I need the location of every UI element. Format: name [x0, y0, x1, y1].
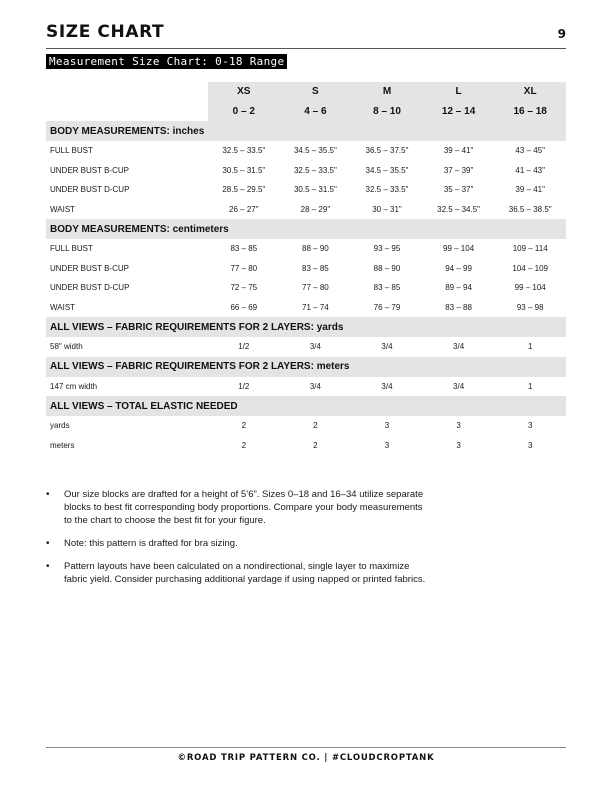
row-label: 147 cm width [50, 381, 98, 391]
measurement-cell: 71 – 74 [302, 302, 329, 312]
row-label: yards [50, 421, 70, 431]
measurement-cell: 3 [384, 440, 390, 450]
measurement-cell: 32.5 – 34.5" [437, 204, 481, 214]
measurement-cell: 94 – 99 [445, 263, 472, 273]
measurement-cell: 83 – 85 [302, 263, 329, 273]
measurement-cell: 3/4 [381, 342, 393, 352]
table-row [46, 337, 566, 357]
section-title: ALL VIEWS – TOTAL ELASTIC NEEDED [46, 396, 566, 416]
size-label: L [423, 82, 495, 102]
measurement-cell: 26 – 27" [229, 204, 259, 214]
row-label: UNDER BUST D-CUP [50, 283, 130, 293]
measurement-cell: 2 [313, 421, 318, 431]
size-label: M [351, 82, 423, 102]
table-row [46, 298, 566, 318]
table-row [46, 239, 566, 259]
measurement-cell: 43 – 45" [515, 146, 545, 156]
measurement-cell: 76 – 79 [373, 302, 401, 312]
measurement-cell: 1 [527, 342, 533, 352]
section-header [46, 317, 566, 337]
measurement-cell: 83 – 88 [445, 302, 472, 312]
measurement-cell: 2 [241, 440, 247, 450]
section-title: ALL VIEWS – FABRIC REQUIREMENTS FOR 2 LAYERS: meters [46, 357, 566, 377]
table-row [46, 377, 566, 397]
row-label: UNDER BUST B-CUP [50, 165, 129, 175]
measurement-cell: 66 – 69 [230, 302, 258, 312]
table-row [46, 161, 566, 181]
section-header [46, 396, 566, 416]
row-label: WAIST [50, 302, 76, 312]
size-label: S [280, 82, 352, 102]
footer-credit: ©ROAD TRIP PATTERN CO. | #CLOUDCROPTANK [177, 753, 435, 763]
note-item [46, 488, 426, 527]
measurement-cell: 36.5 – 38.5" [508, 204, 552, 214]
note-item [46, 537, 426, 550]
row-label: FULL BUST [50, 146, 93, 156]
table-row [46, 141, 566, 161]
measurement-cell: 3 [527, 421, 533, 431]
row-label: FULL BUST [50, 244, 93, 254]
measurement-cell: 3 [456, 440, 461, 450]
measurement-cell: 72 – 75 [230, 283, 258, 293]
size-range: 8 – 10 [351, 102, 423, 122]
table-row [46, 200, 566, 220]
measurement-cell: 104 – 109 [512, 263, 548, 273]
measurement-cell: 83 – 85 [230, 244, 258, 254]
measurement-cell: 3/4 [453, 342, 465, 352]
bullet-icon: • [46, 538, 50, 549]
section-header [46, 219, 566, 239]
table-row [46, 278, 566, 298]
table-row [46, 416, 566, 436]
size-label: XL [494, 82, 566, 102]
measurement-cell: 28.5 – 29.5" [222, 185, 266, 195]
section-header [46, 121, 566, 141]
size-range: 12 – 14 [423, 102, 495, 122]
measurement-cell: 93 – 98 [516, 302, 544, 312]
table-row [46, 180, 566, 200]
measurement-cell: 93 – 95 [373, 244, 401, 254]
measurement-cell: 30 – 31" [372, 204, 402, 214]
measurement-cell: 3/4 [453, 381, 465, 391]
measurement-cell: 28 – 29" [300, 204, 331, 214]
measurement-cell: 3/4 [309, 342, 321, 352]
measurement-cell: 34.5 – 35.5" [293, 146, 337, 156]
measurement-cell: 88 – 90 [373, 263, 401, 273]
measurement-cell: 37 – 39" [443, 165, 474, 175]
size-label: XS [208, 82, 280, 102]
measurement-cell: 99 – 104 [514, 283, 546, 293]
measurement-cell: 3/4 [309, 381, 321, 391]
section-title: BODY MEASUREMENTS: inches [46, 121, 566, 141]
measurement-cell: 2 [241, 421, 247, 431]
section-title: ALL VIEWS – FABRIC REQUIREMENTS FOR 2 LAYERS: yards [46, 317, 566, 337]
measurement-cell: 89 – 94 [445, 283, 472, 293]
table-row [46, 259, 566, 279]
page-number: 9 [557, 27, 566, 41]
measurement-cell: 88 – 90 [302, 244, 329, 254]
row-label: meters [50, 440, 75, 450]
section-header [46, 357, 566, 377]
measurement-cell: 3 [456, 421, 461, 431]
row-label: UNDER BUST D-CUP [50, 185, 130, 195]
note-text: Note: this pattern is drafted for bra sizing. [64, 538, 238, 549]
measurement-cell: 36.5 – 37.5" [365, 146, 409, 156]
section-title: BODY MEASUREMENTS: centimeters [46, 219, 566, 239]
chart-caption: Measurement Size Chart: 0-18 Range [46, 54, 287, 69]
size-range: 16 – 18 [494, 102, 566, 122]
footer-divider [46, 747, 566, 748]
measurement-cell: 2 [313, 440, 318, 450]
measurement-cell: 1/2 [238, 381, 250, 391]
header-spacer [46, 82, 208, 102]
size-range: 0 – 2 [208, 102, 280, 122]
measurement-cell: 39 – 41" [443, 146, 474, 156]
row-label: 58" width [50, 342, 83, 352]
size-header-row [46, 82, 566, 102]
header-spacer [46, 102, 208, 122]
measurement-cell: 32.5 – 33.5" [222, 146, 266, 156]
measurement-cell: 1/2 [238, 342, 250, 352]
range-header-row [46, 102, 566, 122]
measurement-cell: 109 – 114 [512, 244, 548, 254]
measurement-cell: 1 [527, 381, 533, 391]
note-text: Pattern layouts have been calculated on a nondirectional, single layer to maximize fabric yield. Consider purchasing additional yardage if using napped or printed fabrics. [64, 561, 426, 585]
measurement-cell: 32.5 – 33.5" [293, 165, 337, 175]
size-range: 4 – 6 [280, 102, 352, 122]
measurement-cell: 83 – 85 [373, 283, 401, 293]
measurement-cell: 77 – 80 [302, 283, 329, 293]
measurement-cell: 35 – 37" [443, 185, 474, 195]
measurement-cell: 3 [527, 440, 533, 450]
title-divider [46, 48, 566, 49]
measurement-cell: 77 – 80 [230, 263, 258, 273]
measurement-cell: 30.5 – 31.5" [222, 165, 266, 175]
measurement-cell: 39 – 41" [515, 185, 545, 195]
measurement-cell: 34.5 – 35.5" [365, 165, 409, 175]
bullet-icon: • [46, 561, 50, 572]
page-title: SIZE CHART [46, 22, 165, 42]
row-label: WAIST [50, 204, 76, 214]
bullet-icon: • [46, 489, 50, 500]
note-text: Our size blocks are drafted for a height of 5’6”. Sizes 0–18 and 16–34 utilize separate blocks to best fit corresponding body proportions. Compare your body measurements to the chart to choose the best fit for your figure. [64, 489, 424, 526]
note-item [46, 560, 426, 586]
size-chart-table [46, 82, 566, 455]
measurement-cell: 41 – 43" [515, 165, 545, 175]
measurement-cell: 3/4 [381, 381, 393, 391]
measurement-cell: 30.5 – 31.5" [293, 185, 337, 195]
measurement-cell: 32.5 – 33.5" [365, 185, 409, 195]
table-row [46, 436, 566, 456]
measurement-cell: 3 [384, 421, 390, 431]
notes-list [46, 488, 426, 596]
row-label: UNDER BUST B-CUP [50, 263, 129, 273]
measurement-cell: 99 – 104 [443, 244, 475, 254]
